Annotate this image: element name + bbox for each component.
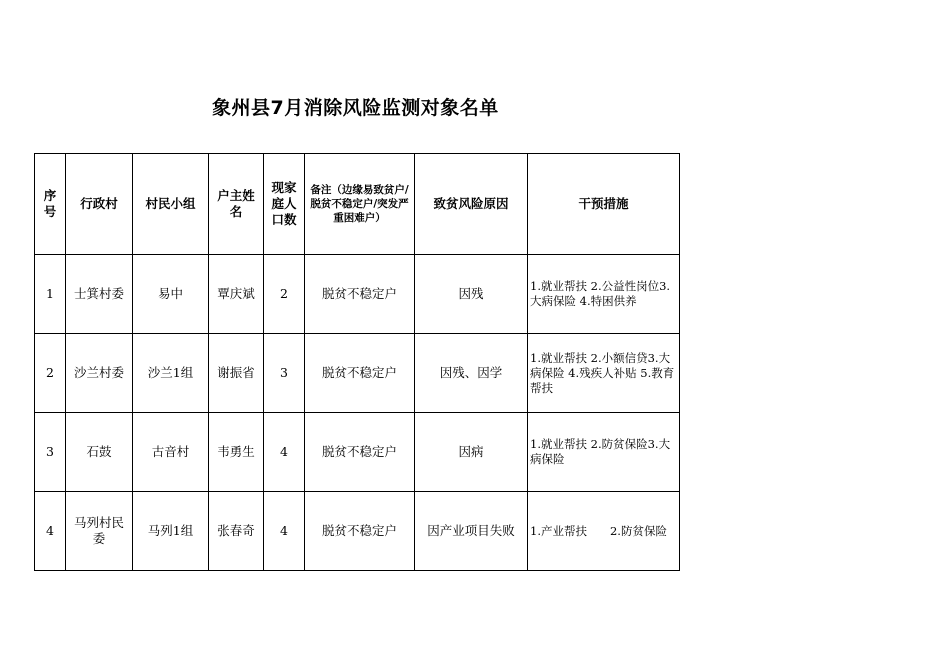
cell-remark: 脱贫不稳定户 (305, 255, 415, 334)
cell-risk-reason: 因病 (415, 413, 528, 492)
header-no: 序号 (35, 154, 66, 255)
document-title: 象州县7月消除风险监测对象名单 (212, 97, 499, 119)
header-family-size: 现家庭人口数 (264, 154, 305, 255)
cell-no: 4 (35, 492, 66, 571)
table-row (35, 255, 680, 334)
cell-no: 1 (35, 255, 66, 334)
cell-family-size: 2 (264, 255, 305, 334)
cell-householder: 张春奇 (209, 492, 264, 571)
header-householder: 户主姓名 (209, 154, 264, 255)
cell-risk-reason: 因残 (415, 255, 528, 334)
cell-group: 古音村 (133, 413, 209, 492)
cell-family-size: 4 (264, 492, 305, 571)
header-measures: 干预措施 (528, 154, 680, 255)
cell-family-size: 3 (264, 334, 305, 413)
header-remark: 备注（边缘易致贫户/脱贫不稳定户/突发严重困难户） (305, 154, 415, 255)
cell-risk-reason: 因残、因学 (415, 334, 528, 413)
cell-family-size: 4 (264, 413, 305, 492)
monitoring-list-table (34, 153, 680, 571)
cell-group: 马列1组 (133, 492, 209, 571)
cell-householder: 覃庆斌 (209, 255, 264, 334)
cell-group: 沙兰1组 (133, 334, 209, 413)
cell-remark: 脱贫不稳定户 (305, 413, 415, 492)
cell-householder: 韦勇生 (209, 413, 264, 492)
cell-group: 易中 (133, 255, 209, 334)
cell-village: 石鼓 (66, 413, 133, 492)
table-row (35, 413, 680, 492)
cell-village: 士箕村委 (66, 255, 133, 334)
cell-measures: 1.就业帮扶 2.小额信贷3.大病保险 4.残疾人补贴 5.教育帮扶 (528, 334, 680, 413)
cell-remark: 脱贫不稳定户 (305, 334, 415, 413)
cell-measures: 1.就业帮扶 2.公益性岗位3.大病保险 4.特困供养 (528, 255, 680, 334)
cell-no: 2 (35, 334, 66, 413)
cell-village: 马列村民委 (66, 492, 133, 571)
header-group: 村民小组 (133, 154, 209, 255)
cell-no: 3 (35, 413, 66, 492)
cell-measures: 1.产业帮扶 2.防贫保险 (528, 492, 680, 571)
header-village: 行政村 (66, 154, 133, 255)
cell-measures: 1.就业帮扶 2.防贫保险3.大病保险 (528, 413, 680, 492)
cell-householder: 谢振省 (209, 334, 264, 413)
table-row (35, 334, 680, 413)
cell-village: 沙兰村委 (66, 334, 133, 413)
cell-remark: 脱贫不稳定户 (305, 492, 415, 571)
header-risk-reason: 致贫风险原因 (415, 154, 528, 255)
table-row (35, 492, 680, 571)
cell-risk-reason: 因产业项目失败 (415, 492, 528, 571)
header-row (35, 154, 680, 255)
